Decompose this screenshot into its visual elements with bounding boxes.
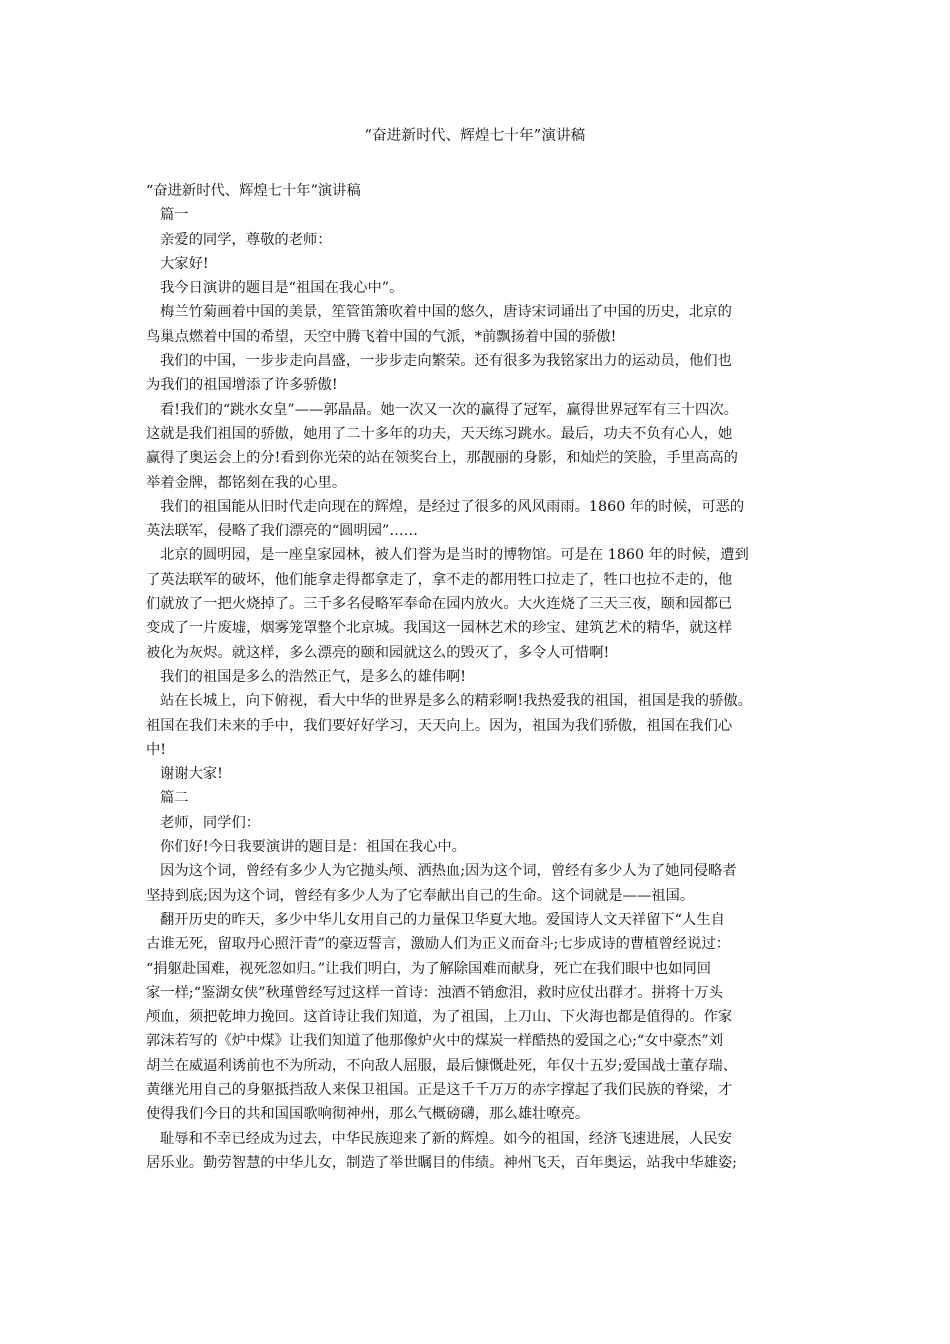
paragraph-line: 北京的圆明园，是一座皇家园林，被人们誉为是当时的博物馆。可是在 1860 年的时候，遭到 (160, 547, 749, 564)
paragraph-line: 因为这个词，曾经有多少人为它抛头颅、洒热血;因为这个词，曾经有多少人为了她同侵略者 (160, 863, 737, 880)
closing-line: 谢谢大家! (160, 766, 223, 783)
paragraph-line: 我们的祖国是多么的浩然正气，是多么的雄伟啊! (160, 668, 466, 685)
paragraph-line: 看!我们的“跳水女皇”——郭晶晶。她一次又一次的赢得了冠军，赢得世界冠军有三十四次。 (160, 401, 738, 418)
section-heading-1: 篇一 (160, 207, 189, 224)
paragraph-line: 黄继光用自己的身躯抵挡敌人来保卫祖国。正是这千千万万的赤字撑起了我们民族的脊梁，才 (146, 1081, 733, 1098)
paragraph-line: 胡兰在威逼利诱前也不为所动，不向敌人屈服，最后慷慨赴死，年仅十五岁;爱国战士董存瑞、 (146, 1057, 737, 1074)
topic-line: 我今日演讲的题目是“祖国在我心中”。 (160, 280, 404, 297)
paragraph-line: 鸟巢点燃着中国的希望，天空中腾飞着中国的气派，*前飘扬着中国的骄傲! (146, 328, 617, 345)
paragraph-line: 中! (146, 741, 167, 758)
paragraph-line: 举着金牌，都铭刻在我的心里。 (146, 474, 347, 491)
page-title: “奋进新时代、辉煌七十年”演讲稿 (364, 128, 586, 144)
paragraph-line: 颅血，须把乾坤力挽回。这首诗让我们知道，为了祖国，上刀山、下火海也都是值得的。作家 (146, 1009, 733, 1026)
paragraph-line: 耻辱和不幸已经成为过去，中华民族迎来了新的辉煌。如今的祖国，经济飞速进展，人民安 (160, 1130, 732, 1147)
topic-line: 你们好!今日我要演讲的题目是：祖国在我心中。 (160, 839, 466, 856)
paragraph-line: 们就放了一把火烧掉了。三千多名侵略军奉命在园内放火。大火连烧了三天三夜，颐和园都已 (146, 596, 733, 613)
document-body (146, 179, 832, 1175)
salutation-line: 亲爱的同学，尊敬的老师： (160, 231, 332, 248)
paragraph-line: 古谁无死，留取丹心照汗青”的豪迈誓言，激励人们为正义而奋斗;七步成诗的曹植曾经说过： (146, 936, 730, 953)
paragraph-line: 为我们的祖国增添了许多骄傲! (146, 377, 338, 394)
paragraph-line: “捐躯赴国难，视死忽如归。”让我们明白，为了解除国难而献身，死亡在我们眼中也如同回 (146, 960, 712, 977)
paragraph-line: 英法联军，侵略了我们漂亮的“圆明园”…… (146, 523, 418, 540)
paragraph-line: 梅兰竹菊画着中国的美景，笙管笛箫吹着中国的悠久，唐诗宋词诵出了中国的历史，北京的 (160, 304, 732, 321)
paragraph-line: 居乐业。勤劳智慧的中华儿女，制造了举世瞩目的伟绩。神州飞天，百年奥运，站我中华雄姿; (146, 1154, 737, 1171)
paragraph-line: 被化为灰烬。就这样，多么漂亮的颐和园就这么的毁灭了，多令人可惜啊! (146, 644, 610, 661)
salutation-line: 老师，同学们： (160, 814, 261, 831)
paragraph-line: 赢得了奥运会上的分!看到你光荣的站在领奖台上，那靓丽的身影，和灿烂的笑脸，手里高高的 (146, 450, 738, 467)
section-heading-2: 篇二 (160, 790, 189, 807)
paragraph-line: 这就是我们祖国的骄傲，她用了二十多年的功夫，天天练习跳水。最后，功夫不负有心人，她 (146, 425, 733, 442)
paragraph-line: 家一样;“鉴湖女侠”秋瑾曾经写过这样一首诗：浊酒不销愈泪，救时应仗出群才。拼将十万头 (146, 984, 724, 1001)
paragraph-line: 使得我们今日的共和国国歌响彻神州，那么气概磅礴，那么雄壮嘹亮。 (146, 1106, 590, 1123)
paragraph-line: 我们的祖国能从旧时代走向现在的辉煌，是经过了很多的风风雨雨。1860 年的时候，可恶的 (160, 498, 745, 515)
paragraph-line: 郭沫若写的《炉中煤》让我们知道了他那像炉火中的煤炭一样酷热的爱国之心;“女中豪杰”刘 (146, 1033, 724, 1050)
paragraph-line: 了英法联军的破坏，他们能拿走得都拿走了，拿不走的都用牲口拉走了，牲口也拉不走的，他 (146, 571, 733, 588)
greeting-line: 大家好! (160, 255, 209, 272)
subtitle-line: “奋进新时代、辉煌七十年”演讲稿 (146, 183, 361, 199)
paragraph-line: 坚持到底;因为这个词，曾经有多少人为了它奉献出自己的生命。这个词就是——祖国。 (146, 887, 695, 904)
paragraph-line: 变成了一片废墟，烟雾笼罩整个北京城。我国这一园林艺术的珍宝、建筑艺术的精华，就这样 (146, 620, 733, 637)
paragraph-line: 翻开历史的昨天，多少中华儿女用自己的力量保卫华夏大地。爱国诗人文天祥留下“人生自 (160, 911, 725, 928)
paragraph-line: 我们的中国，一步步走向昌盛，一步步走向繁荣。还有很多为我铭家出力的运动员，他们也 (160, 353, 732, 370)
paragraph-line: 站在长城上，向下俯视，看大中华的世界是多么的精彩啊!我热爱我的祖国，祖国是我的骄傲。 (160, 693, 752, 710)
paragraph-line: 祖国在我们未来的手中，我们要好好学习，天天向上。因为，祖国为我们骄傲，祖国在我们心 (146, 717, 733, 734)
